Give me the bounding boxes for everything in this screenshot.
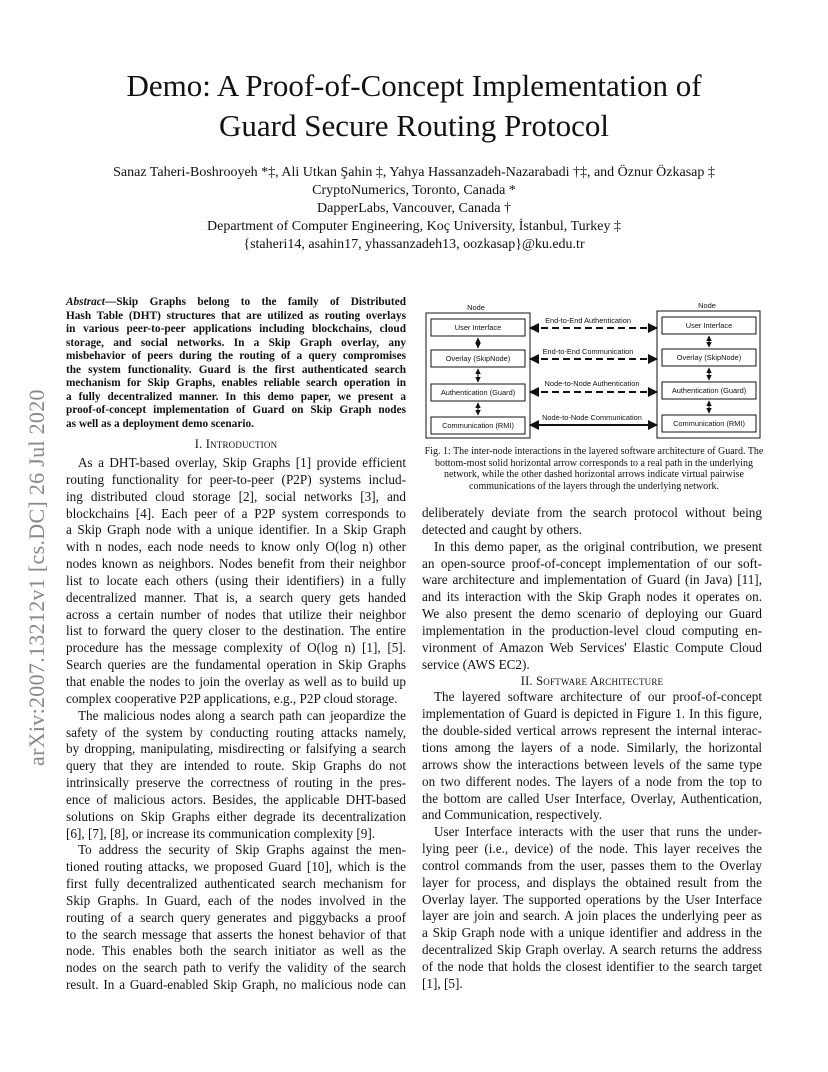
abstract-line: proof-of-concept implementation of Guard on Skip Graph nodes xyxy=(66,404,406,417)
author-list: Sanaz Taheri-Boshrooyeh *‡, Ali Utkan Şahin ‡, Yahya Hassanzadeh-Nazarabadi †‡, and Öznur Özkasap ‡ xyxy=(113,165,715,180)
arxiv-stamp xyxy=(22,296,52,766)
affiliation-dapperlabs: DapperLabs, Vancouver, Canada † xyxy=(317,201,511,216)
text-line: and Communication, respectively. xyxy=(422,807,603,823)
right-layer-comm-label: Communication (RMI) xyxy=(673,419,745,428)
text-line: by dropping, manipulating, misdirecting or falsifying a search xyxy=(66,741,406,757)
section-heading-software-architecture: II. Software Architecture xyxy=(520,674,664,689)
node-left-label: Node xyxy=(467,303,485,312)
abstract-line: Hash Table (DHT) structures that are utilized as routing overlays xyxy=(66,309,406,322)
left-layer-auth-label: Authentication (Guard) xyxy=(440,388,516,397)
right-layer-ui-label: User Interface xyxy=(685,321,733,330)
text-line: lying peer (i.e., device) of the node. This layer receives the xyxy=(422,841,762,857)
text-line: ing distributed cloud storage [2], social networks [3], and xyxy=(66,488,406,504)
text-line: complex cooperative P2P applications, e.g., P2P cloud storage. xyxy=(66,690,398,706)
text-line: across a certain number of nodes that utilize their neighbor xyxy=(66,606,406,622)
text-line: a Skip Graph node with a unique identifier and address in the xyxy=(422,925,762,941)
caption-line: communications of the layers through the underlying network. xyxy=(469,480,719,492)
text-line: Skip Graphs. In Guard, each of the nodes involved in the xyxy=(66,892,406,908)
text-line: decentralized manner. That is, a search query gets handed xyxy=(66,589,406,605)
text-line: a Skip Graph node with a unique identifier. In a Skip Graph xyxy=(66,522,406,538)
right-layer-overlay-label: Overlay (SkipNode) xyxy=(676,353,742,362)
continued-paragraph xyxy=(422,505,762,539)
text-line: detected and caught by others. xyxy=(422,521,583,537)
text-line: that enable the nodes to join the overlay as well as to build up xyxy=(66,673,406,689)
text-line: and its interaction with the Skip Graph nodes it operates on. xyxy=(422,589,762,605)
section-heading-introduction: I. Introduction xyxy=(194,437,278,451)
text-line: The layered software architecture of our proof-of-concept xyxy=(434,689,762,705)
arrow-label-e2e-auth: End-to-End Authentication xyxy=(545,316,631,325)
title-line-1: Demo: A Proof-of-Concept Implementation of xyxy=(126,68,702,103)
abstract-line: mechanism for Skip Graphs, enables reliable search operation in xyxy=(66,377,406,390)
text-line: User Interface interacts with the user that runs the under- xyxy=(434,824,762,840)
text-line: ence of malicious actors. Besides, the applicable DHT-based xyxy=(66,791,406,807)
text-line: ware architecture and implementation of Guard (in Java) [11], xyxy=(422,572,762,588)
demo-paragraph xyxy=(422,539,762,674)
arrow-label-e2e-comm: End-to-End Communication xyxy=(542,347,634,356)
text-line: on two different nodes. The layers of a node from the top to xyxy=(422,773,762,789)
abstract-line: Skip Graphs belong to the family of Distributed xyxy=(116,296,406,308)
abstract-line: a fully decentralized manner. In this demo paper, we present a xyxy=(66,390,406,403)
user-interface-paragraph xyxy=(422,824,762,992)
node-right-label: Node xyxy=(698,301,716,310)
abstract-line: in various peer-to-peer applications including blockchains, cloud xyxy=(66,323,406,336)
text-line: In this demo paper, as the original contribution, we present xyxy=(434,538,762,554)
paper-title xyxy=(0,66,828,146)
text-line: blockchains [4]. Each peer of a P2P system corresponds to xyxy=(66,505,406,521)
text-line: implementation in the production-level cloud computing en- xyxy=(422,622,762,638)
text-line: arrows show the interactions between levels of the same type xyxy=(422,756,762,772)
text-line: routing of a search query generates and piggybacks a proof xyxy=(66,909,406,925)
text-line: procedure has the message complexity of O(log n) [1], [5]. xyxy=(66,640,406,656)
text-line: routing functionality for peer-to-peer (P2P) systems includ- xyxy=(66,471,406,487)
text-line: vironment of Amazon Web Services' Elastic Compute Cloud xyxy=(422,639,762,655)
text-line: nodes on the search path to verify the validity of the search xyxy=(66,960,406,976)
arxiv-id: arXiv:2007.13212v1 [cs.DC] 26 Jul 2020 xyxy=(24,389,49,766)
text-line: As a DHT-based overlay, Skip Graphs [1] provide efficient xyxy=(78,455,406,470)
arrow-label-n2n-auth: Node-to-Node Authentication xyxy=(544,379,640,388)
text-line: first fully decentralized authenticated search mechanism for xyxy=(66,876,406,892)
text-line: safety of the system by conducting routing attacks namely, xyxy=(66,724,406,740)
architecture-paragraph xyxy=(422,689,762,824)
text-line: intrinsically preserve the correctness of routing in the pres- xyxy=(66,775,406,791)
text-line: The malicious nodes along a search path can jeopardize the xyxy=(78,707,406,723)
intro-paragraph-1 xyxy=(66,455,406,708)
abstract xyxy=(66,296,406,431)
arrow-label-n2n-comm: Node-to-Node Communication xyxy=(542,413,642,422)
affiliation-koc: Department of Computer Engineering, Koç University, İstanbul, Turkey ‡ xyxy=(207,219,621,234)
text-line: with n nodes, each node needs to know only O(log n) other xyxy=(66,539,406,555)
right-layer-auth-label: Authentication (Guard) xyxy=(671,386,747,395)
text-line: implementation of Guard is depicted in Figure 1. In this figure, xyxy=(422,706,762,722)
text-line: [1], [5]. xyxy=(422,975,463,991)
text-line: service (AWS EC2). xyxy=(422,656,530,672)
intro-paragraph-3 xyxy=(66,842,406,994)
text-line: Search queries are the fundamental operation in Skip Graphs xyxy=(66,657,406,673)
text-line: layer for process, and displays the obtained result from the xyxy=(422,874,762,890)
figure-architecture xyxy=(424,298,764,444)
text-line: to the search message that asserts the honest behavior of that xyxy=(66,926,406,942)
intro-paragraph-2 xyxy=(66,708,406,843)
affiliation-cryptonumerics: CryptoNumerics, Toronto, Canada * xyxy=(312,183,516,198)
author-emails: {staheri14, asahin17, yhassanzadeh13, oozkasap}@ku.edu.tr xyxy=(243,237,585,252)
abstract-line: misbehavior of peers during the routing of a query compromises xyxy=(66,350,406,363)
text-line: To address the security of Skip Graphs against the men- xyxy=(78,842,406,858)
caption-line: Fig. 1: The inter-node interactions in the layered software architecture of Guard. The xyxy=(424,446,764,457)
caption-line: bottom-most solid horizontal arrow corresponds to a real path in the underlying xyxy=(435,457,753,469)
text-line: nodes known as neighbors. Nodes benefit from their neighbor xyxy=(66,556,406,572)
title-line-2: Guard Secure Routing Protocol xyxy=(218,108,609,143)
left-layer-overlay-label: Overlay (SkipNode) xyxy=(445,354,511,363)
text-line: of the node that holds the closest identifier to the search target xyxy=(422,958,762,974)
abstract-line: as well as a deployment demo scenario. xyxy=(66,417,254,430)
text-line: list to forward the query closer to the destination. The entire xyxy=(66,623,406,639)
text-line: an open-source proof-of-concept implementation of our soft- xyxy=(422,555,762,571)
right-column-body xyxy=(422,505,762,993)
text-line: tioned routing attacks, we proposed Guard [10], which is the xyxy=(66,859,406,875)
text-line: node. This enables both the search initiator as well as the xyxy=(66,943,406,959)
text-line: layer are join and search. A join places the underlying peer as xyxy=(422,908,762,924)
text-line: decentralized Skip Graph overlay. A search returns the address xyxy=(422,942,762,958)
text-line: control commands from the user, passes them to the Overlay xyxy=(422,857,762,873)
text-line: result. In a Guard-enabled Skip Graph, no malicious node can xyxy=(66,977,406,993)
text-line: deliberately deviate from the search protocol without being xyxy=(422,505,762,520)
left-layer-ui-label: User Interface xyxy=(454,323,502,332)
caption-line: network, while the other dashed horizontal arrows indicate virtual pairwise xyxy=(444,469,744,481)
introduction-body xyxy=(66,455,406,994)
text-line: list to locate each others (using their identifiers) in a fully xyxy=(66,572,406,588)
text-line: tions among the layers of a node. Similarly, the horizontal xyxy=(422,739,762,755)
text-line: We also present the demo scenario of deploying our Guard xyxy=(422,606,762,622)
text-line: query that they are intended to route. Skip Graphs do not xyxy=(66,758,406,774)
text-line: the bottom are called User Interface, Overlay, Authentication, xyxy=(422,790,762,806)
text-line: [6], [7], [8], or increase its communication complexity [9]. xyxy=(66,825,376,841)
text-line: the double-sided vertical arrows represent the internal interac- xyxy=(422,723,762,739)
text-line: solutions on Skip Graphs either degrade its decentralization xyxy=(66,808,406,824)
abstract-label: Abstract— xyxy=(66,296,117,308)
architecture-diagram xyxy=(424,298,764,444)
abstract-line: storage, and social networks. In a Skip Graph overlay, any xyxy=(66,336,406,349)
figure-caption xyxy=(424,446,764,492)
abstract-line: the system functionality. Guard is the first authenticated search xyxy=(66,363,406,376)
left-layer-comm-label: Communication (RMI) xyxy=(442,421,514,430)
text-line: Overlay layer. The supported operations by the User Interface xyxy=(422,891,762,907)
